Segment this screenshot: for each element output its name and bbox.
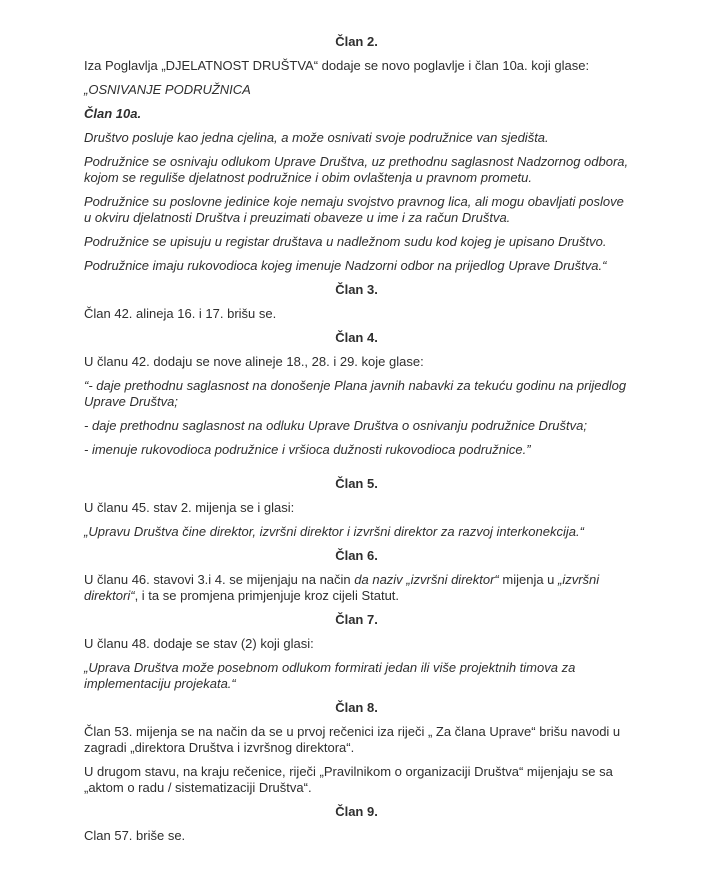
quoted-subheading-clan-10a: Član 10a. <box>84 106 142 121</box>
paragraph: Član 53. mijenja se na način da se u prvoj rečenici iza riječi „ Za člana Uprave“ brišu navodi u zagradi „direktora Društva i izvršnog direktora“. <box>84 724 621 755</box>
quoted-paragraph: „OSNIVANJE PODRUŽNICA <box>84 82 251 97</box>
article-heading-clan-7: Član 7. <box>335 612 378 627</box>
article-heading-clan-4: Član 4. <box>335 330 378 345</box>
text-run: U članu 46. stavovi 3.i 4. se mijenjaju na način <box>84 572 355 587</box>
quoted-paragraph: „Uprava Društva može posebnom odlukom formirati jedan ili više projektnih timova za implementaciju projekata.“ <box>84 660 576 691</box>
quoted-paragraph: Podružnice se osnivaju odlukom Uprave Društva, uz prethodnu saglasnost Nadzornog odbora, kojom se reguliše djelatnost podružnice i obim ovlaštenja u pravnom prometu. <box>84 154 629 185</box>
text-run: mijenja u <box>498 572 559 587</box>
quoted-list-item: - daje prethodnu saglasnost na odluku Uprave Društva o osnivanju podružnice Društva; <box>84 418 587 433</box>
paragraph: Iza Poglavlja „DJELATNOST DRUŠTVA“ dodaje se novo poglavlje i član 10a. koji glase: <box>84 58 590 73</box>
article-heading-clan-2: Član 2. <box>335 34 378 49</box>
quoted-paragraph: „Upravu Društva čine direktor, izvršni direktor i izvršni direktor za razvoj interkonekcija.“ <box>84 524 584 539</box>
quoted-text-run: da naziv „izvršni direktor“ <box>354 572 499 587</box>
paragraph: U članu 48. dodaje se stav (2) koji glasi: <box>84 636 314 651</box>
quoted-paragraph: Podružnice su poslovne jedinice koje nemaju svojstvo pravnog lica, ali mogu obavljati poslove u okviru djelatnosti Društva i preuzimati obaveze u ime i za račun Društva. <box>84 194 624 225</box>
quoted-text-run: „izvršni direktori“ <box>84 572 600 603</box>
paragraph: Clan 57. briše se. <box>84 828 186 843</box>
quoted-paragraph: Društvo posluje kao jedna cjelina, a može osnivati svoje podružnice van sjedišta. <box>84 130 549 145</box>
article-heading-clan-9: Član 9. <box>335 804 378 819</box>
quoted-list-item: “- daje prethodnu saglasnost na donošenje Plana javnih nabavki za tekuću godinu na prijedlog Uprave Društva; <box>84 378 627 409</box>
article-heading-clan-8: Član 8. <box>335 700 378 715</box>
article-heading-clan-6: Član 6. <box>335 548 378 563</box>
quoted-list-item: - imenuje rukovodioca podružnice i vršioca dužnosti rukovodioca podružnice.” <box>84 442 531 457</box>
article-heading-clan-5: Član 5. <box>335 476 378 491</box>
paragraph: U članu 42. dodaju se nove alineje 18., 28. i 29. koje glase: <box>84 354 424 369</box>
text-run: , i ta se promjena primjenjuje kroz cijeli Statut. <box>134 588 400 603</box>
paragraph: U drugom stavu, na kraju rečenice, riječi „Pravilnikom o organizaciji Društva“ mijenjaju se sa „aktom o radu / sistematizaciji Društva“. <box>84 764 613 795</box>
paragraph: Član 42. alineja 16. i 17. brišu se. <box>84 306 277 321</box>
quoted-paragraph: Podružnice imaju rukovodioca kojeg imenuje Nadzorni odbor na prijedlog Uprave Društva.“ <box>84 258 607 273</box>
mixed-paragraph <box>84 572 629 604</box>
quoted-paragraph: Podružnice se upisuju u registar društava u nadležnom sudu kod kojeg je upisano Društvo. <box>84 234 607 249</box>
paragraph: U članu 45. stav 2. mijenja se i glasi: <box>84 500 295 515</box>
article-heading-clan-3: Član 3. <box>335 282 378 297</box>
